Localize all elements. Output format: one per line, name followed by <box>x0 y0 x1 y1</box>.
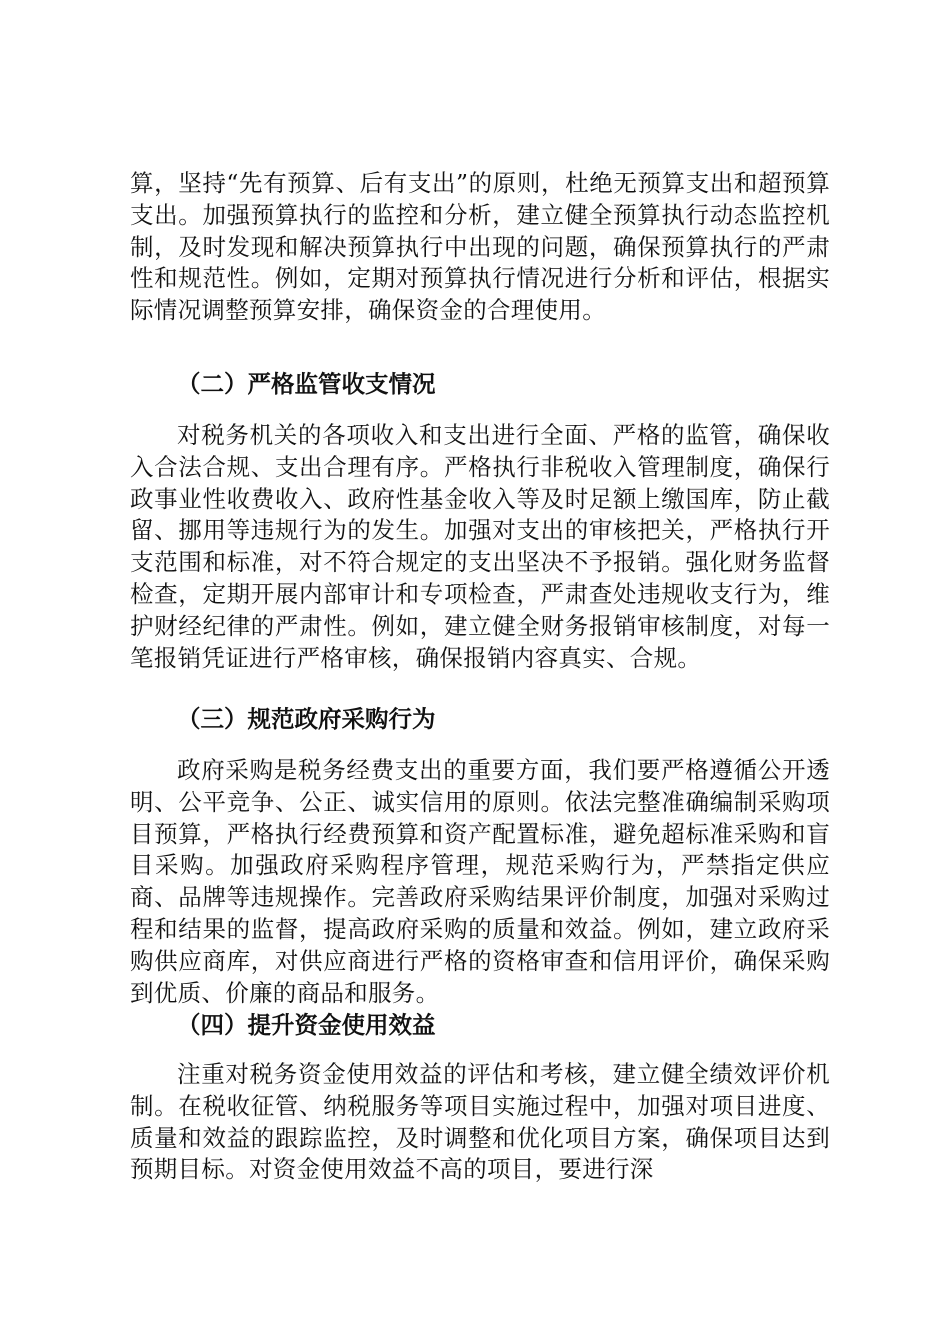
section-heading-income-expenditure: （二）严格监管收支情况 <box>177 370 436 398</box>
paragraph-fund-efficiency: 注重对税务资金使用效益的评估和考核，建立健全绩效评价机制。在税收征管、纳税服务等项目实施过程中，加强对项目进度、质量和效益的跟踪监控，及时调整和优化项目方案，确保项目达到预期目标。对资金使用效益不高的项目，要进行深 <box>130 1060 830 1184</box>
section-heading-fund-efficiency: （四）提升资金使用效益 <box>177 1011 436 1039</box>
paragraph-income-expenditure: 对税务机关的各项收入和支出进行全面、严格的监管，确保收入合法合规、支出合理有序。严格执行非税收入管理制度，确保行政事业性收费收入、政府性基金收入等及时足额上缴国库，防止截留、挪用等违规行为的发生。加强对支出的审核把关，严格执行开支范围和标准，对不符合规定的支出坚决不予报销。强化财务监督检查，定期开展内部审计和专项检查，严肃查处违规收支行为，维护财经纪律的严肃性。例如，建立健全财务报销审核制度，对每一笔报销凭证进行严格审核，确保报销内容真实、合规。 <box>130 421 830 672</box>
section-heading-government-procurement: （三）规范政府采购行为 <box>177 705 436 733</box>
paragraph-budget-execution: 算，坚持“先有预算、后有支出”的原则，杜绝无预算支出和超预算支出。加强预算执行的监控和分析，建立健全预算执行动态监控机制，及时发现和解决预算执行中出现的问题，确保预算执行的严肃性和规范性。例如，定期对预算执行情况进行分析和评估，根据实际情况调整预算安排，确保资金的合理使用。 <box>130 169 830 325</box>
paragraph-government-procurement: 政府采购是税务经费支出的重要方面，我们要严格遵循公开透明、公平竞争、公正、诚实信用的原则。依法完整准确编制采购项目预算，严格执行经费预算和资产配置标准，避免超标准采购和盲目采购。加强政府采购程序管理，规范采购行为，严禁指定供应商、品牌等违规操作。完善政府采购结果评价制度，加强对采购过程和结果的监督，提高政府采购的质量和效益。例如，建立政府采购供应商库，对供应商进行严格的资格审查和信用评价，确保采购到优质、价廉的商品和服务。 <box>130 756 830 1007</box>
